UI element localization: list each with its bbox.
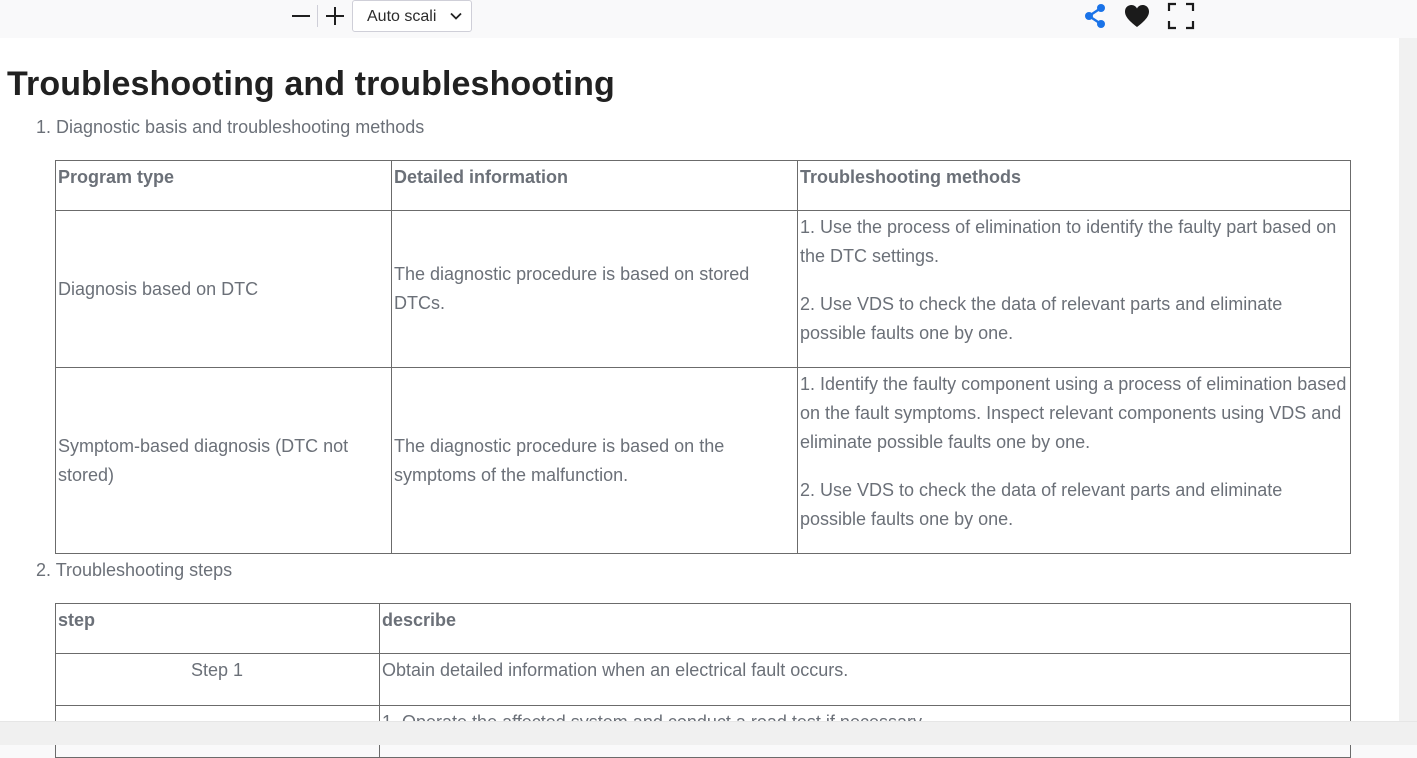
table-cell: Diagnosis based on DTC <box>56 211 392 368</box>
minus-icon <box>287 2 315 30</box>
share-icon <box>1080 1 1110 31</box>
table-cell: The diagnostic procedure is based on stored DTCs. <box>392 211 798 368</box>
favorite-button[interactable] <box>1122 1 1152 31</box>
table-cell: Symptom-based diagnosis (DTC not stored) <box>56 368 392 554</box>
table-header-row <box>56 604 1351 654</box>
method-paragraph: 1. Identify the faulty component using a process of elimination based on the fault symptoms. Inspect relevant components using VDS and eliminate possible faults one by one. <box>800 374 1347 452</box>
toolbar-separator <box>317 5 318 27</box>
zoom-in-button[interactable] <box>321 2 349 30</box>
scale-select[interactable] <box>352 0 472 32</box>
table-cell: Obtain detailed information when an electrical fault occurs. <box>380 654 1351 706</box>
table-row <box>56 211 1351 368</box>
share-button[interactable] <box>1080 1 1110 31</box>
plus-icon <box>321 2 349 30</box>
zoom-out-button[interactable] <box>287 2 315 30</box>
table-cell: The diagnostic procedure is based on the symptoms of the malfunction. <box>392 368 798 554</box>
scale-select-value: Auto scali <box>367 8 437 25</box>
section-heading-1: 1. Diagnostic basis and troubleshooting methods <box>36 117 425 137</box>
table-row <box>56 368 1351 554</box>
heart-icon <box>1122 1 1152 31</box>
table-header-row <box>56 161 1351 211</box>
method-paragraph: 2. Use VDS to check the data of relevant parts and eliminate possible faults one by one. <box>800 294 1283 343</box>
page-title: Troubleshooting and troubleshooting <box>7 65 615 103</box>
viewer-toolbar <box>0 0 1417 38</box>
table-cell <box>798 211 1351 368</box>
fullscreen-icon <box>1166 1 1196 31</box>
method-paragraph: 2. Use VDS to check the data of relevant parts and eliminate possible faults one by one. <box>800 480 1283 529</box>
vertical-scrollbar[interactable] <box>1399 38 1417 721</box>
section-heading-2: 2. Troubleshooting steps <box>36 560 233 580</box>
bottom-bar <box>0 721 1417 745</box>
table-cell: Step 1 <box>56 654 380 706</box>
chevron-down-icon <box>449 9 463 23</box>
column-header: describe <box>380 604 1351 654</box>
table-cell <box>798 368 1351 554</box>
column-header: Troubleshooting methods <box>798 161 1351 211</box>
column-header: Detailed information <box>392 161 798 211</box>
column-header: step <box>56 604 380 654</box>
table-row <box>56 654 1351 706</box>
column-header: Program type <box>56 161 392 211</box>
document-page <box>0 38 1399 721</box>
diagnostic-methods-table <box>55 160 1351 554</box>
fullscreen-button[interactable] <box>1166 1 1196 31</box>
method-paragraph: 1. Use the process of elimination to identify the faulty part based on the DTC settings. <box>800 217 1337 266</box>
